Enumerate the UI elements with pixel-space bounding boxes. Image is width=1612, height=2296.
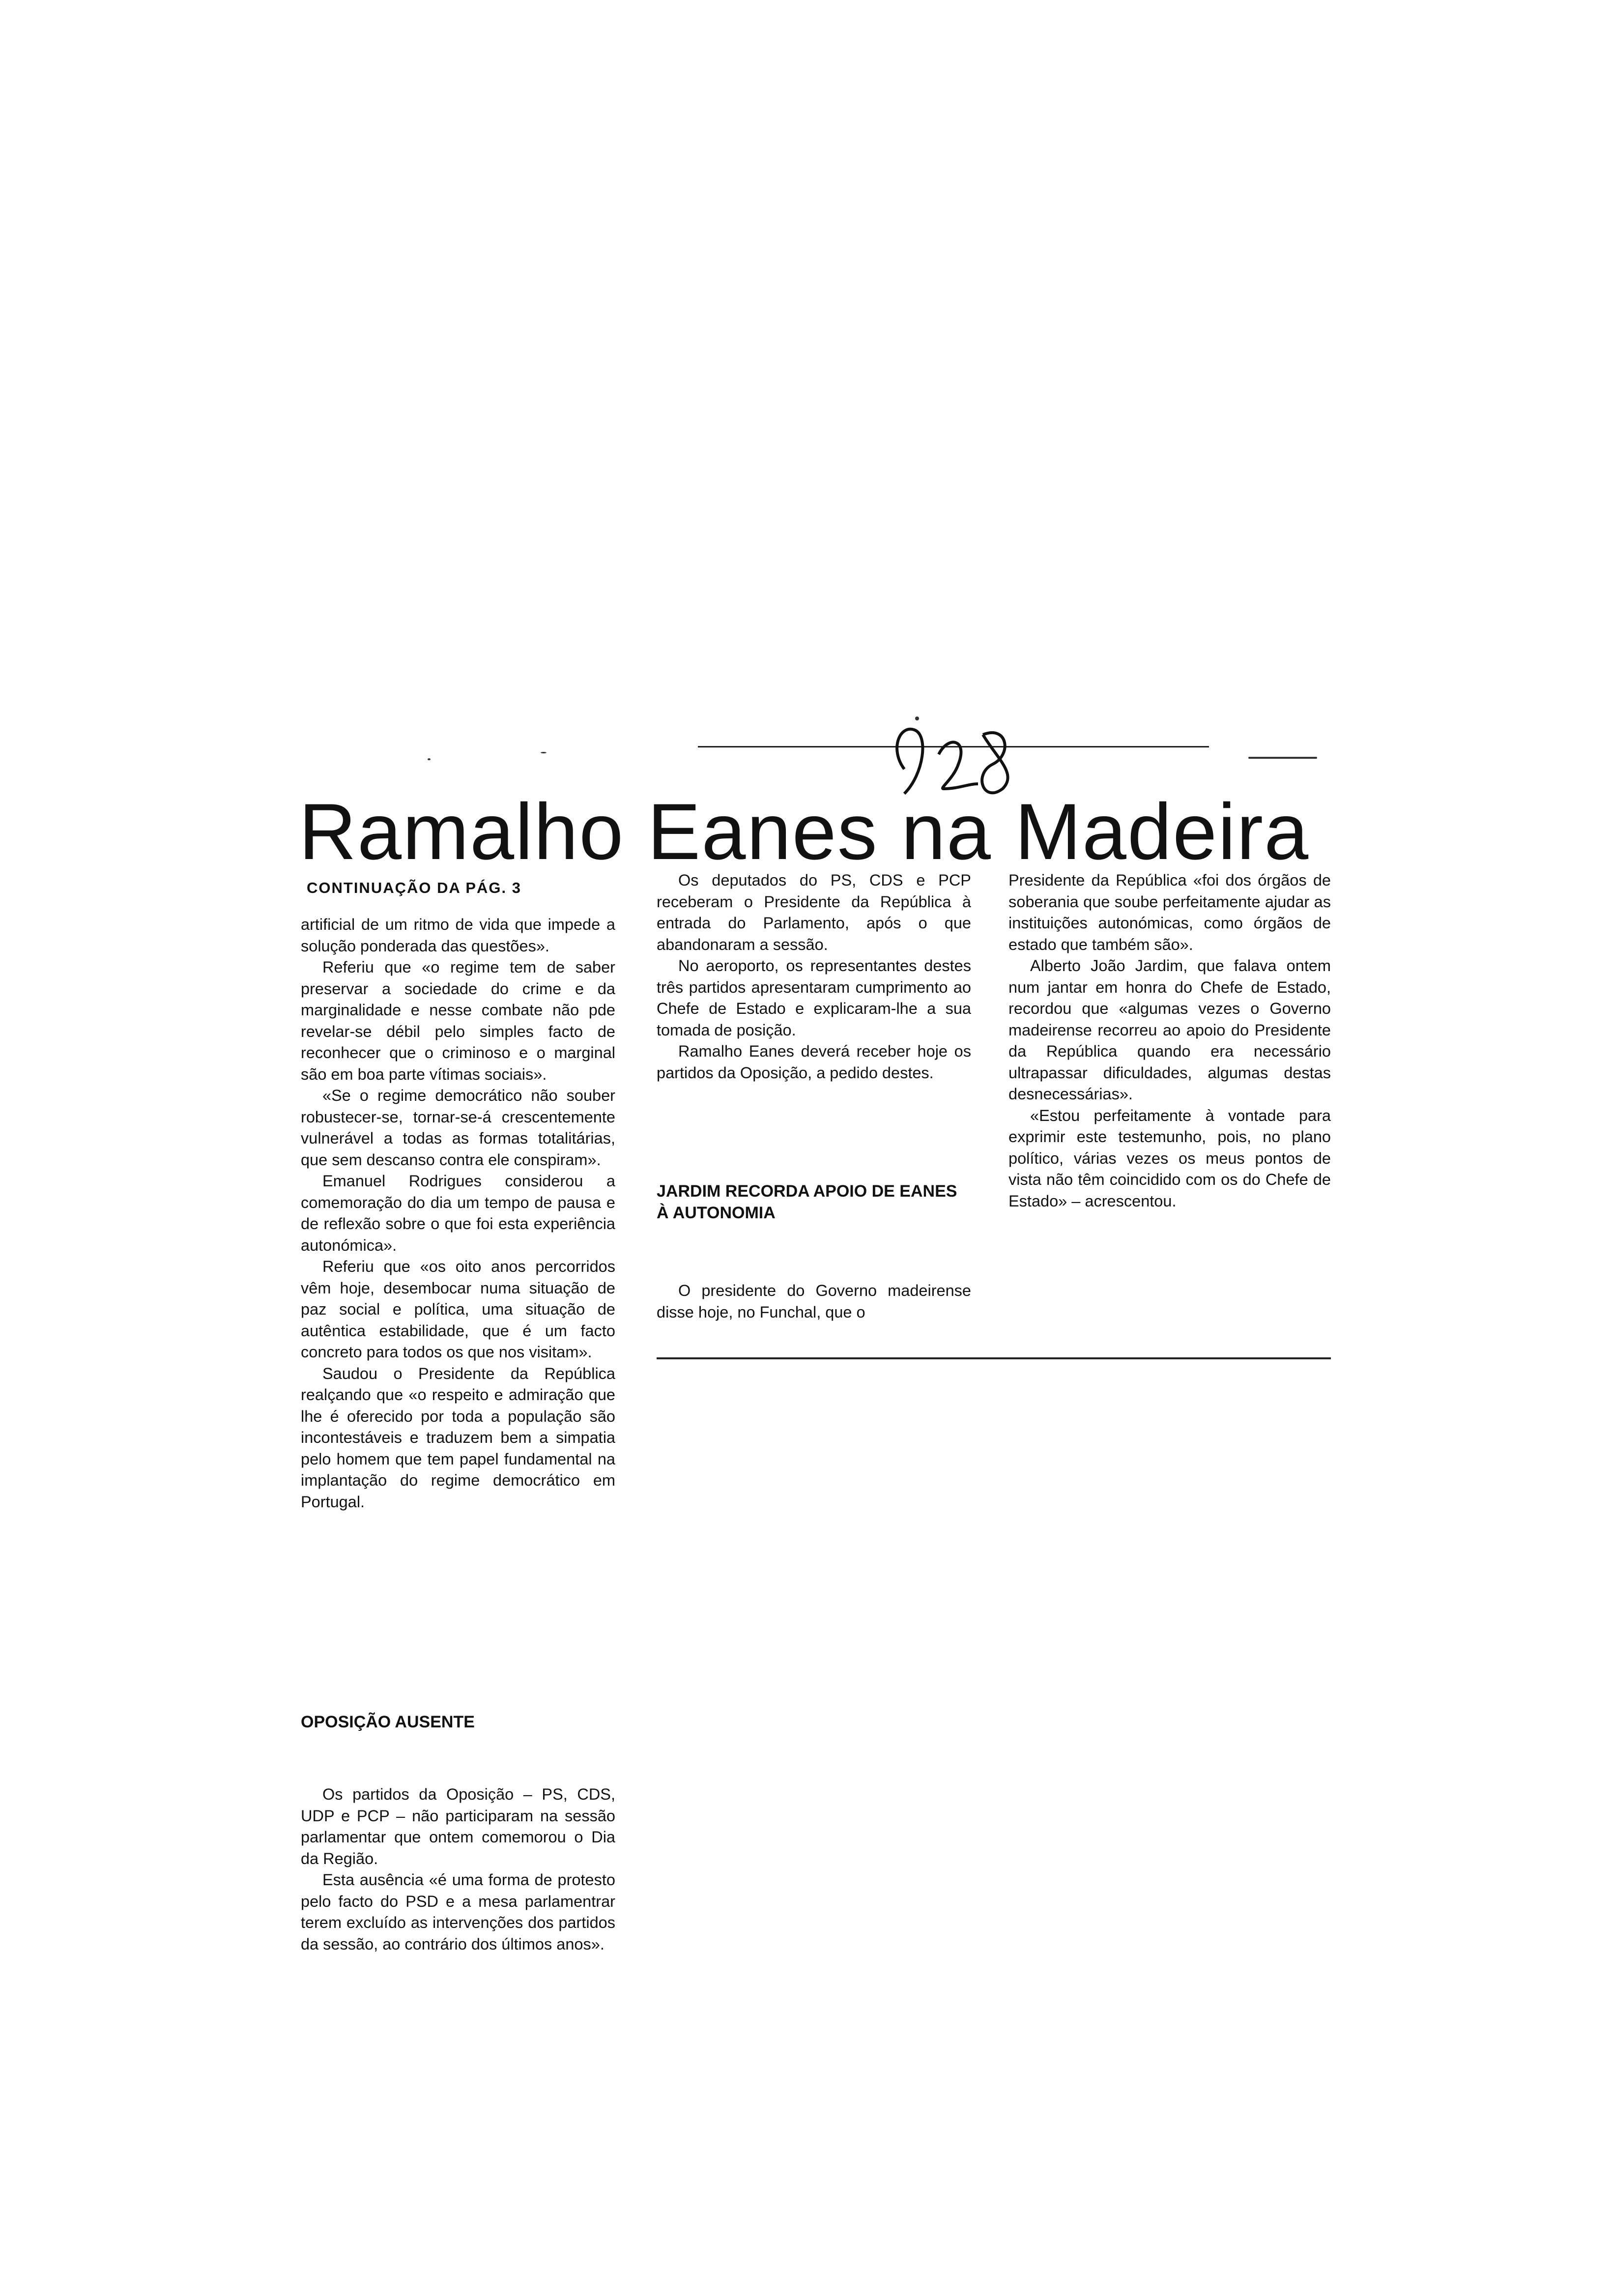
column-3-body — [1008, 870, 1331, 1212]
paragraph: Esta ausência «é uma forma de protesto pelo facto do PSD e a mesa parlamentrar terem excluído as intervenções dos partidos da sessão, ao contrário dos últimos anos». — [301, 1871, 615, 1953]
paragraph: Os deputados do PS, CDS e PCP receberam o Presidente da República à entrada do Parlamento, após o que abandonaram a sessão. — [657, 871, 971, 953]
column-2-body — [657, 870, 971, 1084]
speck — [541, 752, 547, 753]
paragraph: Ramalho Eanes deverá receber hoje os partidos da Oposição, a pedido destes. — [657, 1042, 971, 1082]
column-1-continued-body — [301, 1784, 615, 1955]
paragraph: O presidente do Governo madeirense disse hoje, no Funchal, que o — [657, 1282, 971, 1321]
column-2-continued-body — [657, 1280, 971, 1323]
paragraph: Referiu que «os oito anos percorridos vêm hoje, desembocar numa situação de paz social e política, uma situação de autêntica estabilidade, que é um facto concreto para todos os que nos visitam». — [301, 1258, 615, 1361]
paragraph: Referiu que «o regime tem de saber preservar a sociedade do crime e da marginalidade e nesse combate não pde revelar-se débil pelo simples facto de reconhecer que o criminoso e o marginal são em boa parte vítimas sociais». — [301, 958, 615, 1083]
paragraph: Alberto João Jardim, que falava ontem num jantar em honra do Chefe de Estado, recordou que «algumas vezes o Governo madeirense recorreu ao apoio do Presidente da República quando era necessário ultrapassar dificuldades, algumas destas desnecessárias». — [1008, 957, 1331, 1103]
rule-bottom — [657, 1357, 1331, 1359]
subheading-oposicao-ausente: OPOSIÇÃO AUSENTE — [301, 1713, 475, 1731]
column-1-body — [301, 914, 615, 1513]
speck — [1248, 757, 1317, 759]
paragraph: No aeroporto, os representantes destes três partidos apresentaram cumprimento ao Chefe de Estado e explicaram-lhe a sua tomada de posição. — [657, 957, 971, 1039]
paragraph: artificial de um ritmo de vida que impede a solução ponderada das questões». — [301, 916, 615, 955]
subheading-jardim-recorda: JARDIM RECORDA APOIO DE EANES À AUTONOMIA — [657, 1182, 957, 1222]
continuation-label: CONTINUAÇÃO DA PÁG. 3 — [307, 879, 521, 896]
paragraph: Saudou o Presidente da República realçando que «o respeito e admiração que lhe é oferecido por toda a população são incontestáveis e traduzem bem a simpatia pelo homem que tem papel fundamental na implantação do regime democrático em Portugal. — [301, 1364, 615, 1511]
headline: Ramalho Eanes na Madeira — [299, 787, 1310, 876]
paragraph: Emanuel Rodrigues considerou a comemoração do dia um tempo de pausa e de reflexão sobre o que foi esta experiência autonómica». — [301, 1172, 615, 1254]
paragraph: Presidente da República «foi dos órgãos de soberania que soube perfeitamente ajudar as instituições autonómicas, como órgãos de estado que também são». — [1008, 871, 1331, 953]
paragraph: «Estou perfeitamente à vontade para exprimir este testemunho, pois, no plano político, várias vezes os meus pontos de vista não têm coincidido com os do Chefe de Estado» – acrescentou. — [1008, 1106, 1331, 1210]
speck — [428, 758, 431, 760]
paragraph: «Se o regime democrático não souber robustecer-se, tornar-se-á crescentemente vulnerável a todas as formas totalitárias, que sem descanso contra ele conspiram». — [301, 1087, 615, 1169]
paragraph: Os partidos da Oposição – PS, CDS, UDP e PCP – não participaram na sessão parlamentar que ontem comemorou o Dia da Região. — [301, 1785, 615, 1867]
